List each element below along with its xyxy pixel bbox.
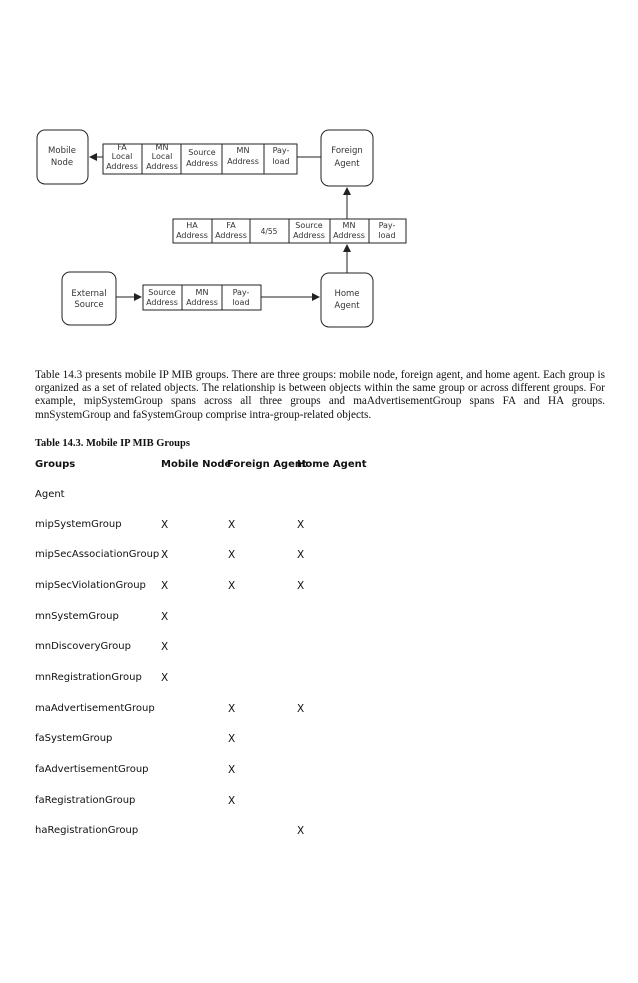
packet-source-to-ha [143, 285, 261, 310]
p2-mn-2: Address [333, 231, 365, 240]
foreign-agent-mark: X [228, 549, 236, 561]
foreign-agent-label-2: Agent [334, 159, 360, 169]
p1-fa-local-1: FA [117, 143, 127, 152]
group-name: mnDiscoveryGroup [35, 641, 131, 652]
p2-protocol: 4/55 [260, 227, 278, 236]
header-groups: Groups [35, 459, 76, 470]
p3-source-2: Address [146, 298, 178, 307]
p2-source-2: Address [293, 231, 325, 240]
mobile-node-mark: X [161, 519, 169, 531]
p1-mn-local-1: MN [155, 143, 169, 152]
p1-source-2: Address [186, 159, 218, 168]
p2-payload-2: load [378, 231, 396, 240]
body-paragraph: Table 14.3 presents mobile IP MIB groups. There are three groups: mobile node, foreign agent, and home agent. Each group is organized as a set of related objects. The relationship is between objects within the same group or across different groups. For example, mipSystemGroup spans across all three groups and maAdvertisementGroup spans FA and HA groups. mnSystemGroup and faSystemGroup comprise intra-group-related objects. [35, 369, 605, 421]
p3-payload-2: load [232, 298, 250, 307]
group-name: mipSecViolationGroup [35, 580, 146, 591]
group-name: mnSystemGroup [35, 611, 119, 622]
home-agent-label-2: Agent [334, 301, 360, 311]
p1-fa-local-2: Local [111, 152, 133, 161]
group-name: faSystemGroup [35, 733, 113, 744]
home-agent-mark: X [297, 703, 305, 715]
p1-mn-local-2: Local [151, 152, 173, 161]
p2-source-1: Source [295, 221, 323, 230]
external-source-label-1: External [71, 289, 107, 299]
foreign-agent-mark: X [228, 703, 236, 715]
group-name: mipSecAssociationGroup [35, 549, 160, 560]
foreign-agent-mark: X [228, 519, 236, 531]
foreign-agent-mark: X [228, 733, 236, 745]
mobile-ip-diagram [0, 120, 638, 335]
header-foreign-agent: Foreign Agent [227, 459, 307, 470]
home-agent-mark: X [297, 549, 305, 561]
p1-source-1: Source [188, 148, 216, 157]
packet-fa-to-mn [103, 143, 297, 174]
p2-ha-2: Address [176, 231, 208, 240]
home-agent-mark: X [297, 580, 305, 592]
p1-fa-local-3: Address [106, 162, 138, 171]
group-name: haRegistrationGroup [35, 825, 139, 836]
packet-tunnel [173, 219, 406, 243]
p1-payload-1: Pay- [272, 146, 290, 155]
home-agent-mark: X [297, 519, 305, 531]
mobile-node-mark: X [161, 672, 169, 684]
mobile-node-mark: X [161, 611, 169, 623]
section-agent-label: Agent [35, 489, 65, 500]
p2-mn-1: MN [342, 221, 356, 230]
group-name: mnRegistrationGroup [35, 672, 142, 683]
group-name: mipSystemGroup [35, 519, 122, 530]
foreign-agent-mark: X [228, 764, 236, 776]
mobile-node-label-1: Mobile [48, 146, 76, 156]
p2-payload-1: Pay- [378, 221, 396, 230]
home-agent-mark: X [297, 825, 305, 837]
header-home-agent: Home Agent [297, 459, 367, 470]
p2-fa-2: Address [215, 231, 247, 240]
mobile-node-mark: X [161, 580, 169, 592]
group-name: maAdvertisementGroup [35, 703, 155, 714]
home-agent-box [321, 273, 373, 327]
group-name: faAdvertisementGroup [35, 764, 149, 775]
p2-ha-1: HA [186, 221, 198, 230]
mobile-node-mark: X [161, 549, 169, 561]
table-caption: Table 14.3. Mobile IP MIB Groups [35, 438, 190, 449]
external-source-label-2: Source [74, 300, 104, 310]
mobile-node-mark: X [161, 641, 169, 653]
foreign-agent-label-1: Foreign [331, 146, 363, 156]
p1-payload-2: load [272, 157, 290, 166]
foreign-agent-box [321, 130, 373, 186]
mobile-node-label-2: Node [50, 158, 74, 168]
p3-payload-1: Pay- [232, 288, 250, 297]
mobile-node-box [37, 130, 88, 184]
header-mobile-node: Mobile Node [161, 459, 232, 470]
p2-fa-1: FA [226, 221, 236, 230]
home-agent-label-1: Home [334, 289, 360, 299]
p1-mn-2: Address [227, 157, 259, 166]
foreign-agent-mark: X [228, 795, 236, 807]
foreign-agent-mark: X [228, 580, 236, 592]
p3-mn-1: MN [195, 288, 209, 297]
p3-mn-2: Address [186, 298, 218, 307]
group-name: faRegistrationGroup [35, 795, 136, 806]
p1-mn-1: MN [236, 146, 250, 155]
p3-source-1: Source [148, 288, 176, 297]
p1-mn-local-3: Address [146, 162, 178, 171]
